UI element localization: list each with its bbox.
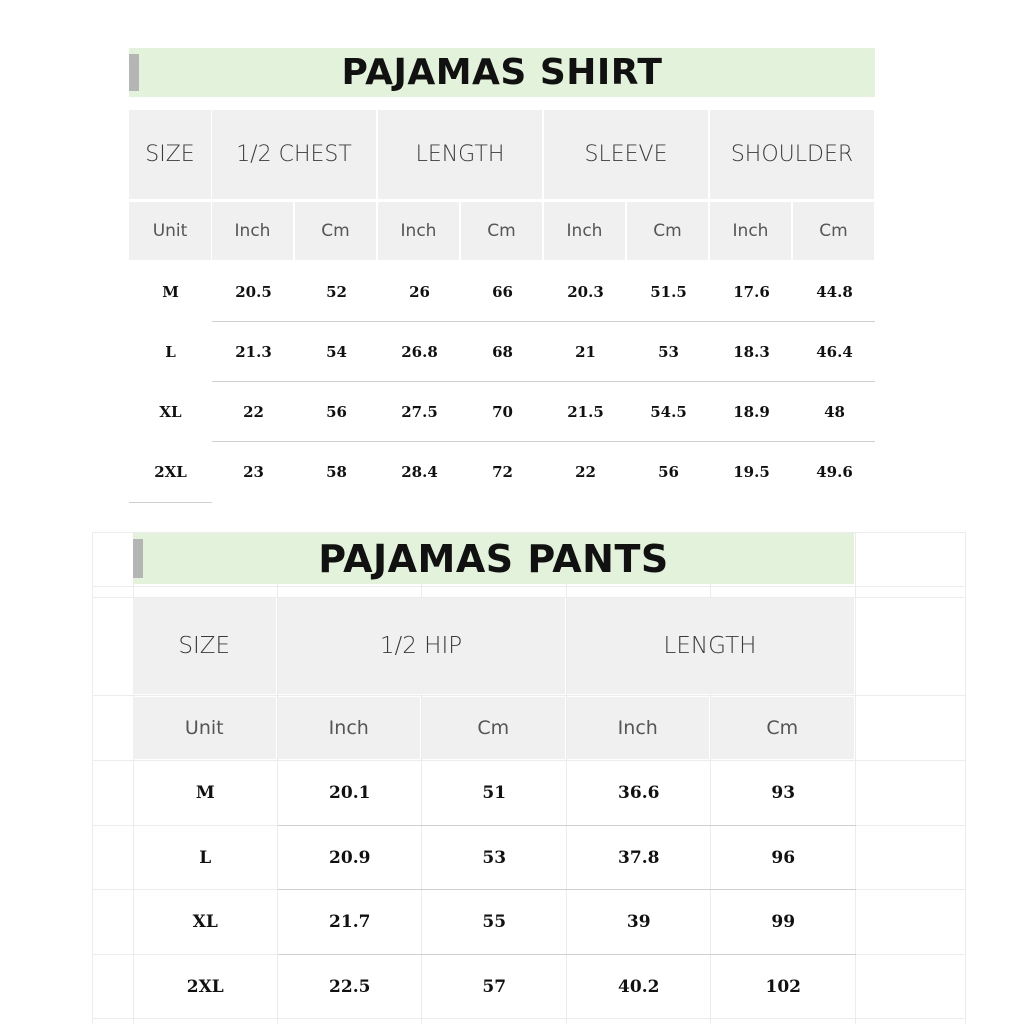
table-cell: 40.2 [618, 976, 660, 997]
unit-cell: Inch [278, 697, 421, 759]
column-header: 1/2 HIP [278, 598, 565, 694]
table-cell: 19.5 [733, 463, 770, 481]
unit-cell: Cm [793, 202, 874, 260]
table-cell: 57 [482, 976, 507, 997]
table-cell: 48 [824, 403, 845, 421]
column-header: SHOULDER [710, 110, 874, 199]
size-label: L [165, 343, 176, 361]
unit-cell: Inch [378, 202, 459, 260]
column-header: LENGTH [567, 598, 854, 694]
unit-cell: Cm [422, 697, 565, 759]
grid-line [92, 532, 93, 1024]
table-cell: 70 [492, 403, 513, 421]
table-cell: 54.5 [650, 403, 687, 421]
table-cell: 53 [658, 343, 679, 361]
unit-cell: Cm [627, 202, 708, 260]
title-accent-bar [133, 539, 143, 578]
table-cell: 37.8 [618, 847, 660, 868]
table-cell: 23 [243, 463, 264, 481]
table-cell: 27.5 [401, 403, 438, 421]
table-cell: 21.7 [329, 912, 371, 933]
table-cell: 18.9 [733, 403, 770, 421]
table-cell: 72 [492, 463, 513, 481]
table-cell: 93 [771, 783, 796, 804]
unit-label: Unit [129, 202, 211, 260]
table-cell: 44.8 [816, 283, 853, 301]
table-cell: 53 [482, 847, 507, 868]
unit-cell: Cm [295, 202, 376, 260]
size-label: M [195, 783, 215, 804]
table-cell: 21 [575, 343, 596, 361]
table-cell: 56 [326, 403, 347, 421]
table-cell: 51 [482, 783, 507, 804]
size-label: 2XL [186, 976, 224, 997]
table-cell: 56 [658, 463, 679, 481]
table-cell: 66 [492, 283, 513, 301]
table-cell: 22 [243, 403, 264, 421]
table-cell: 18.3 [733, 343, 770, 361]
column-header: LENGTH [378, 110, 542, 199]
unit-cell: Cm [711, 697, 854, 759]
table-cell: 20.1 [329, 783, 371, 804]
column-header-size: SIZE [129, 110, 211, 199]
table-cell: 68 [492, 343, 513, 361]
size-label: M [162, 283, 179, 301]
table-cell: 26.8 [401, 343, 438, 361]
table-cell: 39 [626, 912, 651, 933]
unit-cell: Inch [710, 202, 791, 260]
table-cell: 21.3 [235, 343, 272, 361]
unit-cell: Cm [461, 202, 542, 260]
table-cell: 22.5 [329, 976, 371, 997]
table-cell: 102 [765, 976, 801, 997]
table-cell: 51.5 [650, 283, 687, 301]
grid-line [92, 695, 965, 696]
table-cell: 54 [326, 343, 347, 361]
table-cell: 21.5 [567, 403, 604, 421]
unit-cell: Inch [212, 202, 293, 260]
table-cell: 28.4 [401, 463, 438, 481]
unit-cell: Inch [544, 202, 625, 260]
table-cell: 49.6 [816, 463, 853, 481]
grid-line [965, 532, 966, 1024]
table-cell: 55 [482, 912, 507, 933]
table-cell: 17.6 [733, 283, 770, 301]
table-cell: 46.4 [816, 343, 853, 361]
grid-line [92, 586, 965, 587]
table-cell: 26 [409, 283, 430, 301]
table-cell: 99 [771, 912, 796, 933]
table-cell: 58 [326, 463, 347, 481]
size-label: L [199, 847, 212, 868]
size-label: XL [192, 912, 218, 933]
row-divider [129, 502, 212, 503]
table-cell: 52 [326, 283, 347, 301]
title-accent-bar [129, 54, 139, 91]
table-cell: 36.6 [618, 783, 660, 804]
unit-label: Unit [133, 697, 276, 759]
pants-title: PAJAMAS PANTS [318, 536, 669, 581]
shirt-title: PAJAMAS SHIRT [341, 52, 663, 93]
table-cell: 20.9 [329, 847, 371, 868]
table-cell: 22 [575, 463, 596, 481]
table-cell: 20.5 [235, 283, 272, 301]
shirt-title-bar [129, 48, 875, 97]
size-label: XL [159, 403, 182, 421]
column-header: 1/2 CHEST [212, 110, 376, 199]
column-header: SLEEVE [544, 110, 708, 199]
pants-title-bar [133, 533, 854, 584]
size-label: 2XL [154, 463, 187, 481]
column-header-size: SIZE [133, 598, 276, 694]
table-cell: 20.3 [567, 283, 604, 301]
table-cell: 96 [771, 847, 796, 868]
unit-cell: Inch [567, 697, 710, 759]
